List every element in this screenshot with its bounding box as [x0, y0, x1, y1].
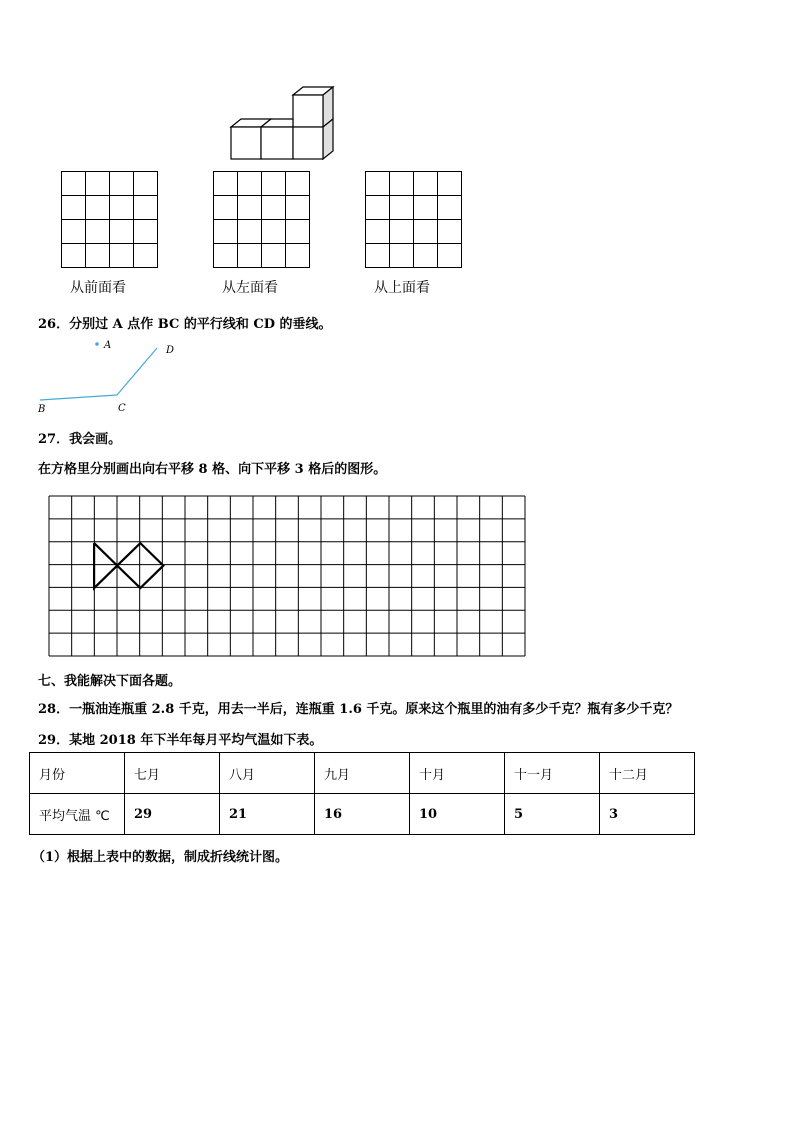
- month-cell: 十一月: [505, 753, 600, 794]
- header-label-cell: 月份: [30, 753, 125, 794]
- segment-cd: [117, 348, 157, 395]
- month-cell: 十二月: [600, 753, 695, 794]
- label-c: C: [118, 403, 126, 414]
- temp-cell: 16: [315, 794, 410, 835]
- temp-cell: 29: [125, 794, 220, 835]
- left-view-caption: 从左面看: [222, 280, 278, 296]
- top-view-grid[interactable]: [365, 171, 463, 269]
- table-row: [30, 794, 695, 835]
- label-b: B: [38, 404, 46, 415]
- q26-angle-figure[interactable]: [30, 335, 190, 420]
- point-a-dot: [95, 342, 99, 346]
- top-view-caption: 从上面看: [374, 280, 430, 296]
- translation-grid[interactable]: [48, 495, 528, 659]
- temp-cell: 3: [600, 794, 695, 835]
- question-27-instruction: 在方格里分别画出向右平移 8 格、向下平移 3 格后的图形。: [38, 462, 387, 477]
- original-shape: [94, 543, 163, 588]
- question-29-text: 29．某地 2018 年下半年每月平均气温如下表。: [38, 733, 323, 748]
- label-a: A: [104, 340, 112, 351]
- row-label-cell: 平均气温 ℃: [30, 794, 125, 835]
- section-7-title: 七、我能解决下面各题。: [38, 674, 182, 689]
- left-view-grid[interactable]: [213, 171, 311, 269]
- temp-cell: 21: [220, 794, 315, 835]
- segment-bc: [40, 395, 117, 400]
- month-cell: 九月: [315, 753, 410, 794]
- temperature-table: [29, 752, 695, 835]
- temp-cell: 5: [505, 794, 600, 835]
- label-d: D: [166, 345, 175, 356]
- month-cell: 七月: [125, 753, 220, 794]
- question-28-text: 28．一瓶油连瓶重 2.8 千克，用去一半后，连瓶重 1.6 千克。原来这个瓶里的油有多少千克？瓶有多少千克？: [38, 702, 679, 717]
- cube-figure: [225, 84, 340, 164]
- temp-cell: 10: [410, 794, 505, 835]
- table-row: [30, 753, 695, 794]
- question-27-title: 27．我会画。: [38, 432, 122, 447]
- month-cell: 八月: [220, 753, 315, 794]
- question-29-sub1: （1）根据上表中的数据，制成折线统计图。: [32, 850, 289, 865]
- front-view-caption: 从前面看: [70, 280, 126, 296]
- month-cell: 十月: [410, 753, 505, 794]
- question-26-text: 26．分别过 A 点作 BC 的平行线和 CD 的垂线。: [38, 317, 332, 332]
- front-view-grid[interactable]: [61, 171, 159, 269]
